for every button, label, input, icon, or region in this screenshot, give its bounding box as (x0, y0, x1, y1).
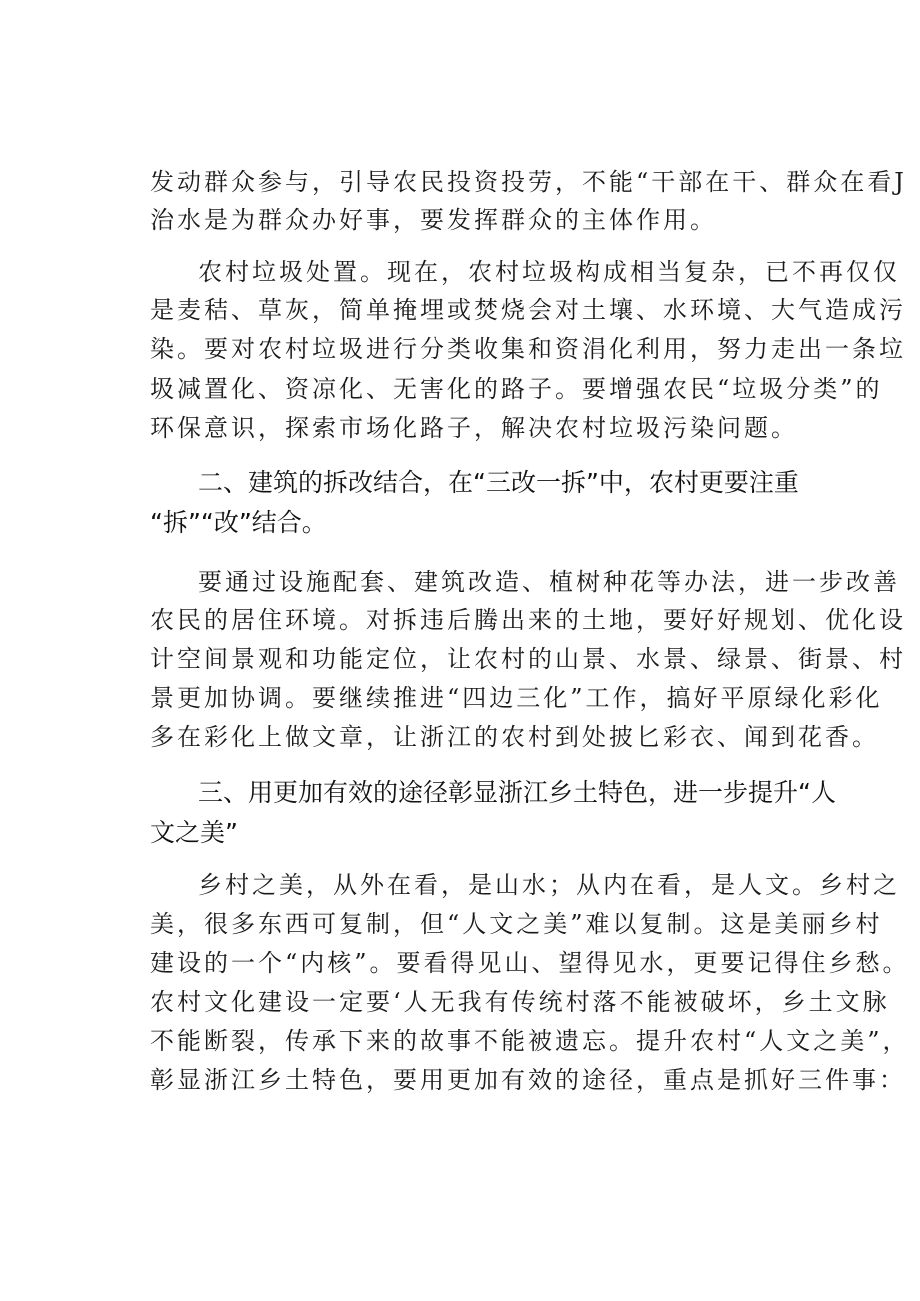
body-text-line: 计空间景观和功能定位，让农村的山景、水景、绿景、街景、村 (150, 645, 906, 673)
section-heading-2: 二、建筑的拆改结合，在“三改一拆”中，农村更要注重 (198, 468, 799, 497)
section-heading-3: 三、用更加有效的途径彰显浙江乡土特色，进一步提升“人 (198, 778, 836, 807)
body-text-line: 发动群众参与，引导农民投资投劳，不能“干部在干、群众在看J (150, 168, 907, 196)
paragraph-first-line: 农村垃圾处置。现在，农村垃圾构成相当复杂，已不再仅仅 (198, 258, 900, 286)
body-text-line: 农村文化建设一定要‘人无我有传统村落不能被破坏，乡土文脉 (150, 988, 890, 1016)
paragraph-first-line: 要通过设施配套、建筑改造、植树种花等办法，进一步改善 (198, 568, 900, 596)
body-text-line: 景更加协调。要继续推进“四边三化”工作，搞好平原绿化彩化 (150, 684, 883, 712)
body-text-line: 美，很多东西可复制，但“人文之美”难以复制。这是美丽乡村 (150, 910, 883, 938)
body-text-line: 彰显浙江乡土特色，要用更加有效的途径，重点是抓好三件事： (150, 1066, 906, 1094)
body-text-line: 多在彩化上做文章，让浙江的农村到处披匕彩衣、闻到花香。 (150, 723, 879, 751)
body-text-line: 不能断裂，传承下来的故事不能被遗忘。提升农村“人文之美”， (150, 1027, 910, 1055)
body-text-line: 治水是为群众办好事，要发挥群众的主体作用。 (150, 206, 717, 234)
section-heading-2-continued: “拆”“改”结合。 (150, 508, 327, 537)
body-text-line: 农民的居住环境。对拆违后腾出来的土地，要好好规划、优化设 (150, 606, 906, 634)
body-text-line: 圾减置化、资凉化、无害化的路子。要增强农民“垃圾分类”的 (150, 375, 883, 403)
body-text-line: 建设的一个“内核”。要看得见山、望得见水，更要记得住乡愁。 (150, 949, 910, 977)
body-text-line: 染。要对农村垃圾进行分类收集和资涓化利用，努力走出一条垃 (150, 335, 906, 363)
body-text-line: 环保意识，探索市场化路子，解决农村垃圾污染问题。 (150, 414, 798, 442)
section-heading-3-continued: 文之美” (150, 818, 238, 847)
paragraph-first-line: 乡村之美，从外在看，是山水；从内在看，是人文。乡村之 (198, 871, 900, 899)
body-text-line: 是麦秸、草灰，简单掩埋或焚烧会对土壤、水环境、大气造成污 (150, 296, 906, 324)
